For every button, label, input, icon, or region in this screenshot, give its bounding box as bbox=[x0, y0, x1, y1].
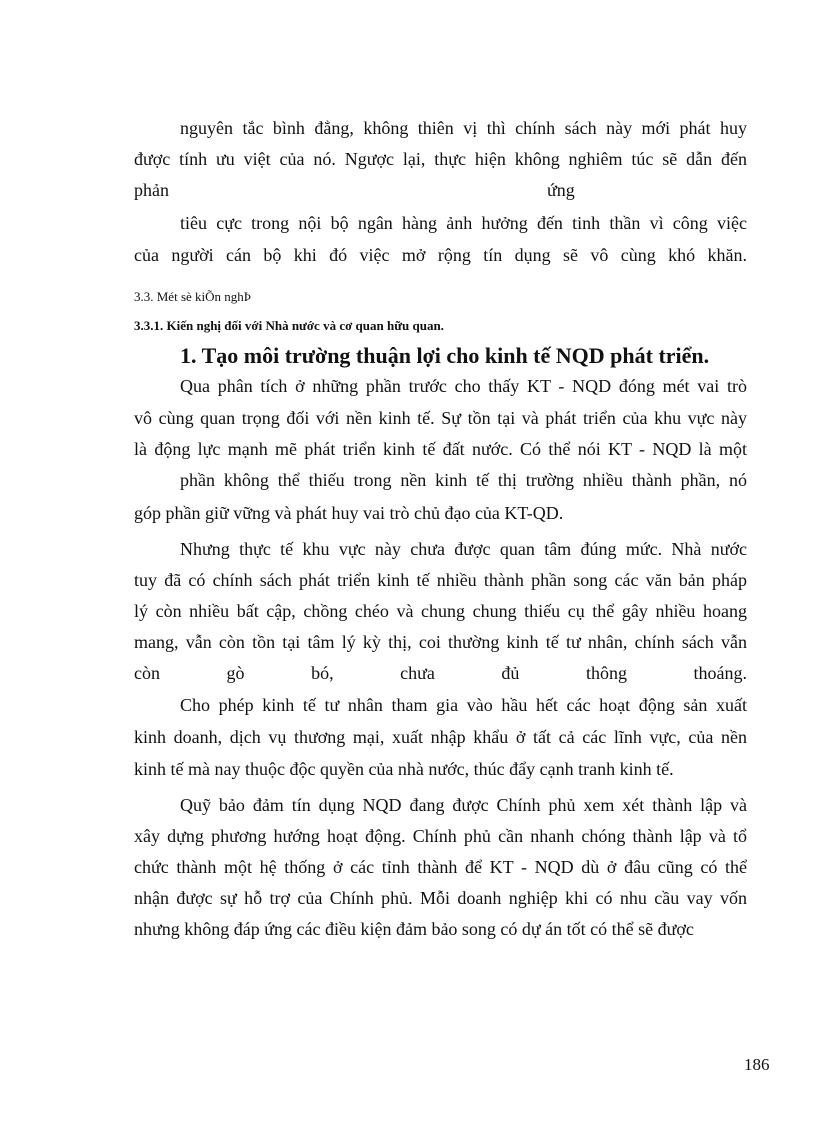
text-line: mang, vẫn còn tồn tại tâm lý kỳ thị, coi thường kinh tế tư nhân, chính sách vẫn bbox=[134, 632, 747, 652]
text-line: là động lực mạnh mẽ phát triển kinh tế đất nước. Có thể nói KT - NQD là một bbox=[134, 439, 747, 459]
text-line: được tính ưu việt của nó. Ngược lại, thực hiện không nghiêm túc sẽ dẫn đến bbox=[134, 149, 747, 169]
text-line: Quỹ bảo đảm tín dụng NQD đang được Chính phủ xem xét thành lập và bbox=[180, 795, 747, 815]
text-line: xây dựng phương hướng hoạt động. Chính phủ cần nhanh chóng thành lập và tổ bbox=[134, 826, 747, 846]
text-line: góp phần giữ vững và phát huy vai trò chủ đạo của KT-QD. bbox=[134, 503, 564, 523]
text-line: Cho phép kinh tế tư nhân tham gia vào hầu hết các hoạt động sản xuất bbox=[180, 695, 747, 715]
text-line: kinh tế mà nay thuộc độc quyền của nhà nước, thúc đẩy cạnh tranh kinh tế. bbox=[134, 759, 674, 779]
text-line: Nhưng thực tế khu vực này chưa được quan tâm đúng mức. Nhà nước bbox=[180, 539, 747, 559]
text-line: tiêu cực trong nội bộ ngân hàng ảnh hưởng đến tinh thần vì công việc bbox=[180, 213, 747, 233]
section-title: 3.3. Mét sè kiÕn nghÞ bbox=[134, 289, 251, 304]
heading: 1. Tạo môi trường thuận lợi cho kinh tế NQD phát triển. bbox=[180, 343, 710, 368]
text-line: kinh doanh, dịch vụ thương mại, xuất nhập khẩu ở tất cả các lĩnh vực, của nền bbox=[134, 727, 747, 747]
text-line: lý còn nhiều bất cập, chồng chéo và chung chung thiếu cụ thể gây nhiều hoang bbox=[134, 601, 747, 621]
text-line: phần không thể thiếu trong nền kinh tế thị trường nhiều thành phần, nó bbox=[180, 470, 747, 490]
text-line: phản ứng bbox=[134, 180, 575, 200]
text-line: chức thành một hệ thống ở các tỉnh thành để KT - NQD dù ở đâu cũng có thể bbox=[134, 857, 747, 877]
page-number: 186 bbox=[744, 1055, 770, 1074]
text-line: còn gò bó, chưa đủ thông thoáng. bbox=[134, 663, 747, 683]
text-line: nguyên tắc bình đẳng, không thiên vị thì chính sách này mới phát huy bbox=[180, 118, 747, 138]
text-line: tuy đã có chính sách phát triển kinh tế nhiều thành phần song các văn bản pháp bbox=[134, 570, 747, 590]
text-line: nhưng không đáp ứng các điều kiện đảm bảo song có dự án tốt có thể sẽ được bbox=[134, 919, 694, 939]
text-line: vô cùng quan trọng đối với nền kinh tế. Sự tồn tại và phát triển của khu vực này bbox=[134, 408, 747, 428]
text-line: của người cán bộ khi đó việc mở rộng tín dụng sẽ vô cùng khó khăn. bbox=[134, 245, 747, 265]
text-line: Qua phân tích ở những phần trước cho thấy KT - NQD đóng mét vai trò bbox=[180, 376, 747, 396]
text-line: nhận được sự hỗ trợ của Chính phủ. Mỗi doanh nghiệp khi có nhu cầu vay vốn bbox=[134, 888, 747, 908]
subsection-title: 3.3.1. Kiến nghị đối với Nhà nước và cơ quan hữu quan. bbox=[134, 318, 444, 333]
